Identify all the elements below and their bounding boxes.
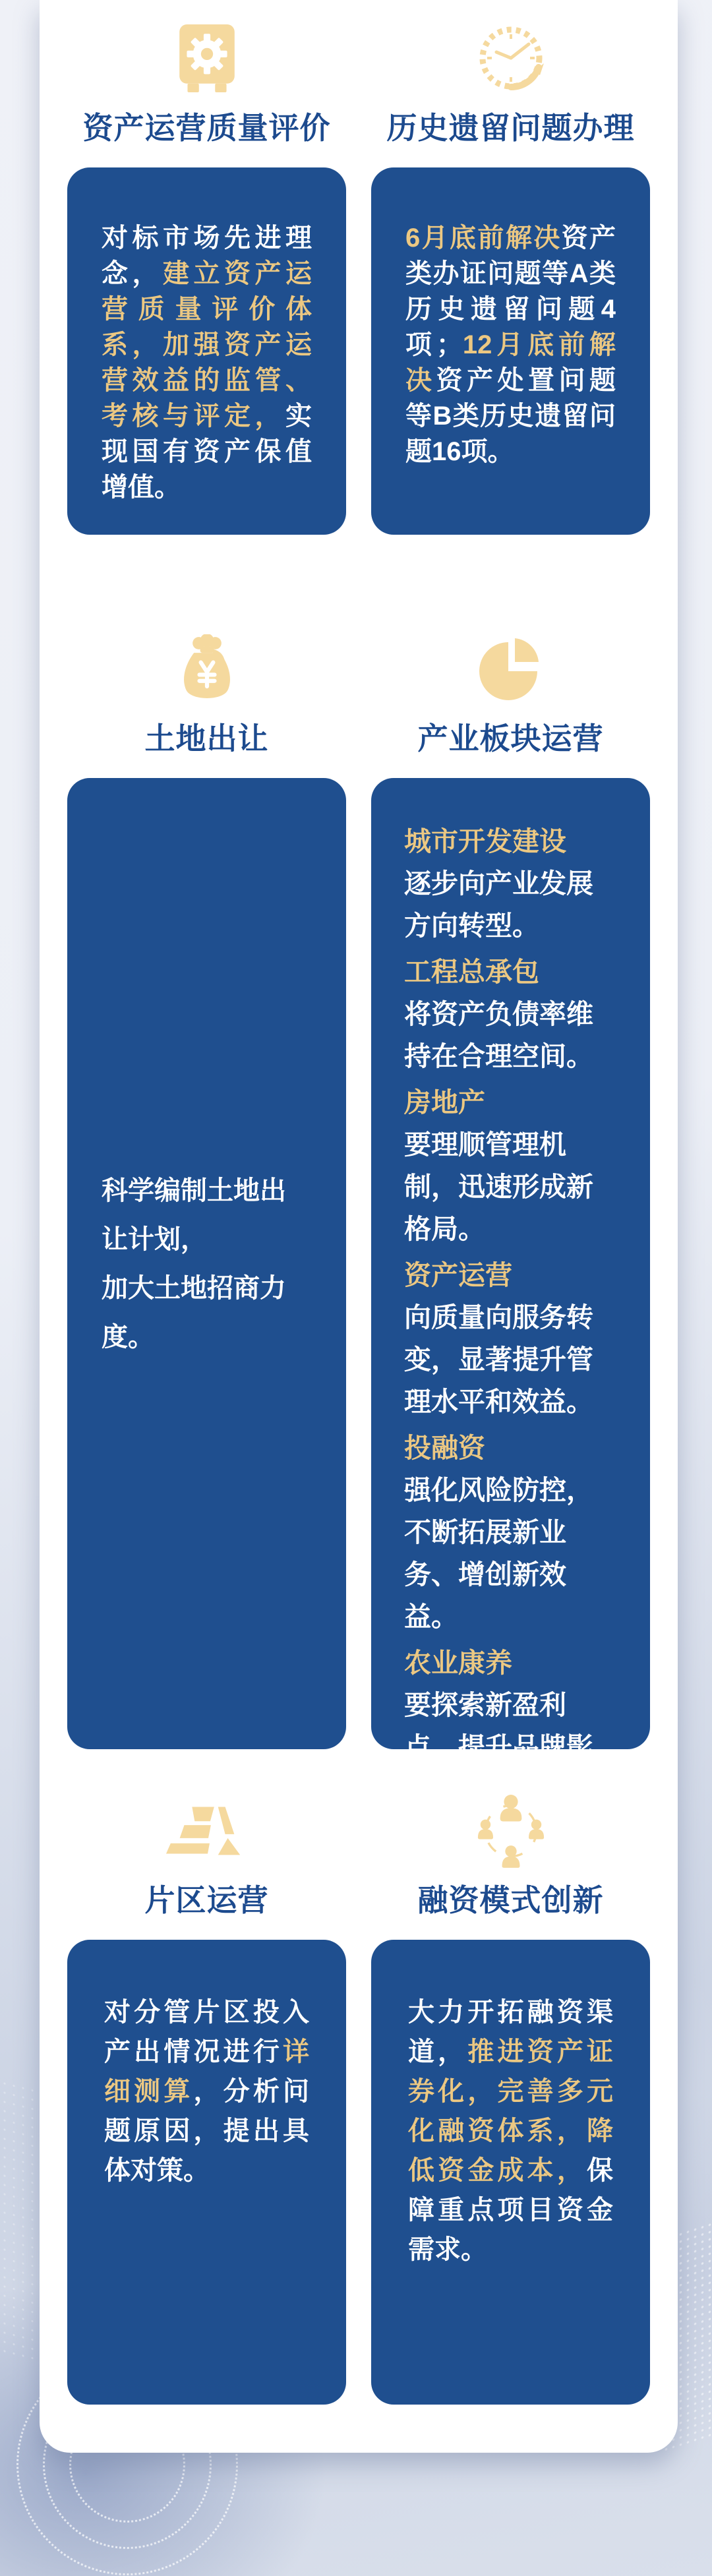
text-segment: 大力开拓融资渠道，: [408, 1998, 613, 2066]
text-segment-highlight: 6月底前解决: [405, 224, 562, 253]
text-segment-highlight: 12月底前解决: [405, 330, 616, 395]
industry-block: [404, 951, 617, 1077]
column-title: 历史遗留问题办理: [386, 111, 635, 145]
text-segment: 对分管片区投入产出情况进行: [104, 1998, 309, 2066]
safe-icon: [177, 23, 237, 93]
column-district-operation: [67, 1795, 346, 2405]
industry-block: [404, 1642, 617, 1811]
column-title: 产业板块运营: [417, 721, 604, 756]
icon-box: [478, 634, 544, 703]
industry-block: [404, 1254, 617, 1423]
industry-sectors-card: [371, 778, 650, 1805]
text-line: 科学编制土地出让计划，: [102, 1176, 286, 1254]
column-industry-sectors: [371, 634, 650, 1805]
text-segment: 资产类办证问题等A类历史遗留问题4项；: [405, 224, 616, 359]
text-segment-highlight: 推进资产证券化，完善多元化融资体系，降低资金成本，: [408, 2037, 614, 2185]
section-asset-quality-and-history: [67, 23, 650, 535]
text-segment-highlight: 详细测算: [104, 2037, 309, 2106]
column-land-transfer: [67, 634, 346, 1749]
text-segment-highlight: 建立资产运营质量评价体系，加强资产运营效益的监管、考核与评定，: [102, 259, 312, 431]
column-financing-innovation: [371, 1795, 650, 2405]
industry-block: [404, 820, 617, 947]
card-text: [102, 220, 312, 505]
industry-block-header: 投融资: [404, 1433, 485, 1463]
card-text: [405, 220, 616, 469]
column-title: 土地出让: [144, 721, 269, 756]
pie-chart-icon: [478, 636, 544, 702]
money-bag-icon: [179, 634, 235, 703]
icon-box: [476, 1795, 546, 1865]
gold-bars-icon: [165, 1804, 249, 1857]
icon-box: [165, 1795, 249, 1865]
content-panel: [40, 0, 678, 2453]
history-issues-card: [371, 167, 650, 535]
text-segment: ，分析问题原因，提出具体对策。: [104, 2077, 309, 2185]
industry-block-header: 农业康养: [404, 1648, 512, 1678]
card-text: [104, 1992, 309, 2190]
district-operation-card: [67, 1940, 346, 2405]
text-segment: 保障重点项目资金需求。: [408, 2156, 613, 2264]
text-segment: 资产处置问题等B类历史遗留问题16项。: [405, 366, 616, 466]
clock-icon: [478, 25, 544, 91]
column-title: 资产运营质量评价: [82, 111, 331, 145]
icon-box: [177, 23, 237, 92]
industry-block-header: 房地产: [404, 1087, 485, 1118]
industry-block-body: 要理顺管理机制，迅速形成新格局。: [404, 1129, 593, 1244]
card-text: [408, 1992, 613, 2269]
industry-block-body: 将资产负债率维持在合理空间。: [404, 999, 593, 1071]
column-title: 融资模式创新: [417, 1883, 604, 1917]
icon-box: [179, 634, 235, 703]
industry-block-header: 工程总承包: [404, 957, 539, 987]
financing-innovation-card: [371, 1940, 650, 2405]
industry-block-header: 城市开发建设: [404, 826, 566, 856]
industry-block-body: 逐步向产业发展方向转型。: [404, 868, 593, 941]
section-district-and-financing: [67, 1795, 650, 2405]
card-text: [102, 1166, 312, 1362]
industry-block-body: 强化风险防控，不断拓展新业务、增创新效益。: [404, 1475, 593, 1632]
industry-block-body: 向质量向服务转变，显著提升管理水平和效益。: [404, 1302, 593, 1417]
text-segment: 对标市场先进理念，: [102, 224, 312, 288]
column-asset-quality: [67, 23, 346, 535]
industry-block-body: 要探索新盈利点，提升品牌影响力。: [404, 1690, 593, 1805]
industry-block: [404, 1427, 617, 1638]
text-line: 加大土地招商力度。: [102, 1273, 286, 1352]
column-history-issues: [371, 23, 650, 535]
industry-block: [404, 1081, 617, 1250]
text-segment: 实现国有资产保值增值。: [102, 402, 312, 502]
people-network-icon: [476, 1791, 546, 1869]
section-land-and-industry: [67, 634, 650, 1805]
column-title: 片区运营: [144, 1883, 269, 1917]
land-transfer-card: [67, 778, 346, 1749]
industry-block-header: 资产运营: [404, 1260, 512, 1290]
icon-box: [478, 23, 544, 92]
asset-quality-card: [67, 167, 346, 535]
